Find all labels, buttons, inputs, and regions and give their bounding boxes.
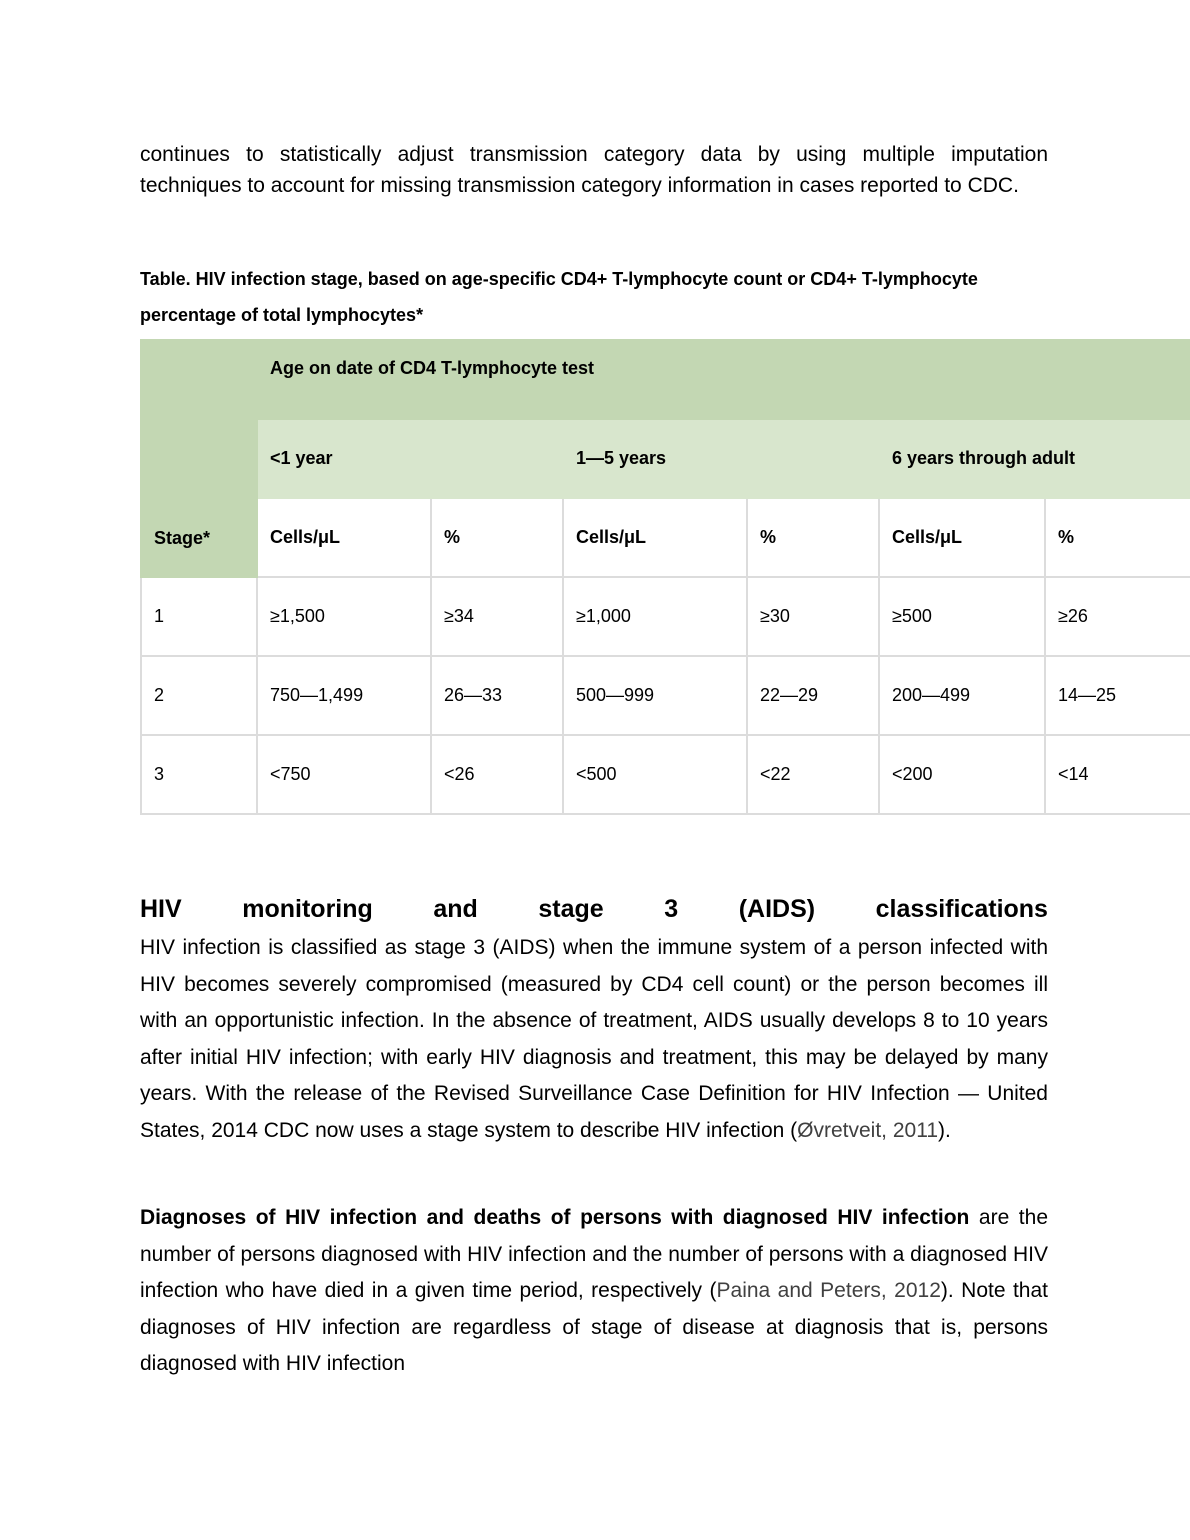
age-group-6-adult: 6 years through adult [879, 419, 1190, 498]
age-group-under-1: <1 year [257, 419, 563, 498]
stage-column-header: Stage* [141, 340, 257, 577]
section-heading [140, 892, 1048, 926]
table-cell: 14—25 [1045, 656, 1190, 735]
table-cell: ≥34 [431, 577, 563, 656]
heading-word: classifications [875, 895, 1048, 923]
heading-word: stage [538, 895, 604, 923]
age-group-header: Age on date of CD4 T-lymphocyte test [257, 340, 1190, 419]
table-cell: 500—999 [563, 656, 747, 735]
table-cell: ≥30 [747, 577, 879, 656]
table-cell: ≥500 [879, 577, 1045, 656]
table-row [141, 656, 1190, 735]
sub-header-percent: % [1045, 498, 1190, 577]
sub-header-percent: % [747, 498, 879, 577]
sub-header-cells: Cells/μL [257, 498, 431, 577]
table-cell: 26—33 [431, 656, 563, 735]
age-group-1-5: 1—5 years [563, 419, 879, 498]
stage-cell: 1 [141, 577, 257, 656]
table-header-row-age [141, 340, 1190, 419]
table-cell: 200—499 [879, 656, 1045, 735]
citation-paina-peters: Paina and Peters, 2012 [716, 1279, 941, 1302]
stage-cell: 3 [141, 735, 257, 814]
paragraph-text: are the number of persons diagnosed with HIV infection and the number of persons with a diagnosed HIV infection who have died in a given time period, respectively ( [140, 1206, 1048, 1302]
table-cell: ≥1,500 [257, 577, 431, 656]
diagnoses-paragraph [140, 1200, 1048, 1383]
table-cell: <22 [747, 735, 879, 814]
citation-ovretveit: Øvretveit, 2011 [797, 1118, 939, 1142]
table-cell: <26 [431, 735, 563, 814]
table-cell: <200 [879, 735, 1045, 814]
hiv-stage-table [140, 339, 1190, 815]
paragraph-text-end: ). Note that diagnoses of HIV infection are regardless of stage of disease at diagnosis that is, persons diagnosed with HIV infection [140, 1279, 1048, 1375]
table-cell: 22—29 [747, 656, 879, 735]
table-cell: ≥26 [1045, 577, 1190, 656]
table-cell: ≥1,000 [563, 577, 747, 656]
table-cell: <14 [1045, 735, 1190, 814]
heading-word: (AIDS) [738, 895, 816, 923]
table-row [141, 735, 1190, 814]
heading-word: and [433, 895, 478, 923]
sub-header-cells: Cells/μL [879, 498, 1045, 577]
heading-word: HIV [140, 895, 182, 923]
heading-word: 3 [664, 895, 679, 923]
table-cell: <500 [563, 735, 747, 814]
aids-classification-paragraph [140, 930, 1048, 1149]
paragraph-text-end: ). [938, 1118, 951, 1142]
sub-header-cells: Cells/μL [563, 498, 747, 577]
table-cell: <750 [257, 735, 431, 814]
table-caption: Table. HIV infection stage, based on age-specific CD4+ T-lymphocyte count or CD4+ T-lymphocyte percentage of total lymphocytes* [140, 269, 978, 325]
stage-cell: 2 [141, 656, 257, 735]
paragraph-text: HIV infection is classified as stage 3 (AIDS) when the immune system of a person infected with HIV becomes severely compromised (measured by CD4 cell count) or the person becomes ill with an opportunistic infection. In the absence of treatment, AIDS usually develops 8 to 10 years after initial HIV infection; with early HIV diagnosis and treatment, this may be delayed by many years. With the release of the Revised Surveillance Case Definition for HIV Infection — United States, 2014 CDC now uses a stage system to describe HIV infection ( [140, 936, 1048, 1142]
intro-paragraph: continues to statistically adjust transmission category data by using multiple imputation techniques to account for missing transmission category information in cases reported to CDC. [140, 143, 1048, 197]
table-cell: 750—1,499 [257, 656, 431, 735]
paragraph-bold-lead: Diagnoses of HIV infection and deaths of persons with diagnosed HIV infection [140, 1206, 970, 1229]
sub-header-percent: % [431, 498, 563, 577]
table-header-row-units [141, 498, 1190, 577]
table-row [141, 577, 1190, 656]
heading-word: monitoring [242, 895, 373, 923]
table-header-row-groups [141, 419, 1190, 498]
